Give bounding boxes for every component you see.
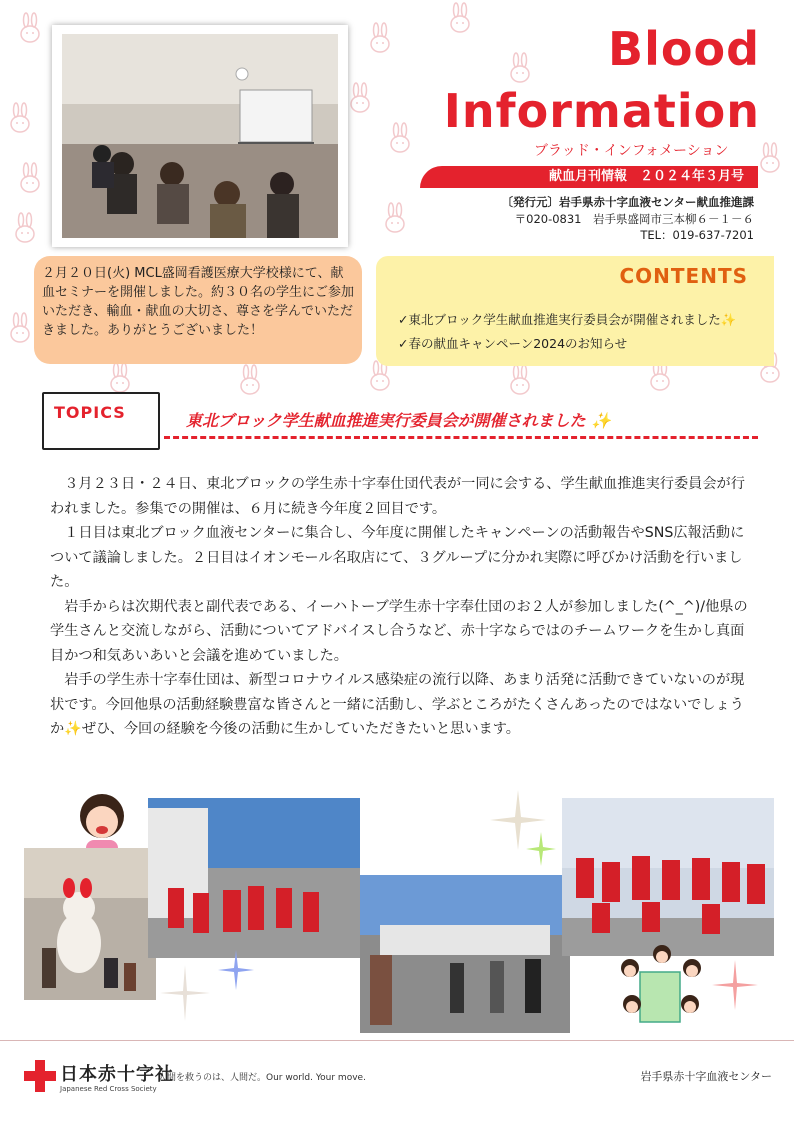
dashed-divider [164,436,758,439]
seminar-photo [62,34,338,238]
photo-mascot [24,848,156,1000]
sparkle-icon [218,950,254,990]
footer-divider [0,1040,794,1041]
article-body [50,472,756,742]
sparkle-icon [526,832,556,866]
contents-title: CONTENTS [619,264,748,288]
org-motto: 人間を救うのは、人間だ。Our world. Your move. [158,1073,366,1083]
topics-label: TOPICS [54,403,126,422]
org-name: 日本赤十字社 [60,1064,174,1085]
address: 〒020-0831 岩手県盛岡市三本柳６－１－６ [514,212,754,226]
contents-item: ✓東北ブロック学生献血推進実行委員会が開催されました✨ [398,312,737,327]
publisher: 〔発行元〕岩手県赤十字血液センター献血推進課 [501,195,754,209]
contents-box [376,256,774,366]
article-paragraph: １日目は東北ブロック血液センターに集合し、今年度に開催したキャンペーンの活動報告やSNS広報活動について議論しました。２日目はイオンモール名取店にて、３グループに分かれ実際に呼びかけ活動を行いました。 [50,525,745,590]
title-kana: ブラッド・インフォメーション [534,143,729,159]
photo-group-outdoor [148,798,360,958]
seminar-photo-frame [52,25,348,247]
org-name-en: Japanese Red Cross Society [60,1085,157,1093]
topic-headline: 東北ブロック学生献血推進実行委員会が開催されました ✨ [186,411,612,430]
tel: TEL：019-637-7201 [640,228,754,242]
article-paragraph: 岩手からは次期代表と副代表である、イーハトーブ学生赤十字奉仕団のお２人が参加しました(^_^)/他県の学生さんと交流しながら、活動についてアドバイスし合うなど、赤十字ならではのチームワークを生かし真面目かつ和気あいあいと会議を進めていました。 [50,598,748,664]
article-paragraph: ３月２３日・２４日、東北ブロックの学生赤十字奉仕団代表が一同に会する、学生献血推進実行委員会が行われました。参集での開催は、６月に続き今年度２回目です。 [50,476,745,517]
title-blood: Blood [608,22,760,76]
article-paragraph: 岩手の学生赤十字奉仕団は、新型コロナウイルス感染症の流行以降、あまり活発に活動できていないのが現状です。今回他県の活動経験豊富な皆さんと一緒に活動し、学ぶところがたくさんあったのではないでしょうか✨ぜひ、今回の経験を今後の活動に生かしていただきたいと思います。 [50,672,745,737]
red-cross-icon [24,1060,56,1092]
kids-illustration [618,942,704,1026]
contents-item: ✓春の献血キャンペーン2024のお知らせ [398,336,628,351]
sparkle-icon [160,965,210,1021]
blood-center-name: 岩手県赤十字血液センター [640,1070,772,1083]
photo-group-posing [562,798,774,956]
seminar-caption: ２月２０日(火) MCL盛岡看護医療大学校様にて、献血セミナーを開催しました。約３０名の学生にご参加いただき、輸血・献血の大切さ、尊さを学んでいただきました。ありがとうございました！ [34,256,362,364]
topics-box [42,392,160,450]
photo-street-campaign [360,875,570,1033]
sparkle-icon [712,960,758,1010]
issue-bar: 献血月刊情報 ２０２４年３月号 [420,166,758,188]
title-information: Information [443,84,760,138]
